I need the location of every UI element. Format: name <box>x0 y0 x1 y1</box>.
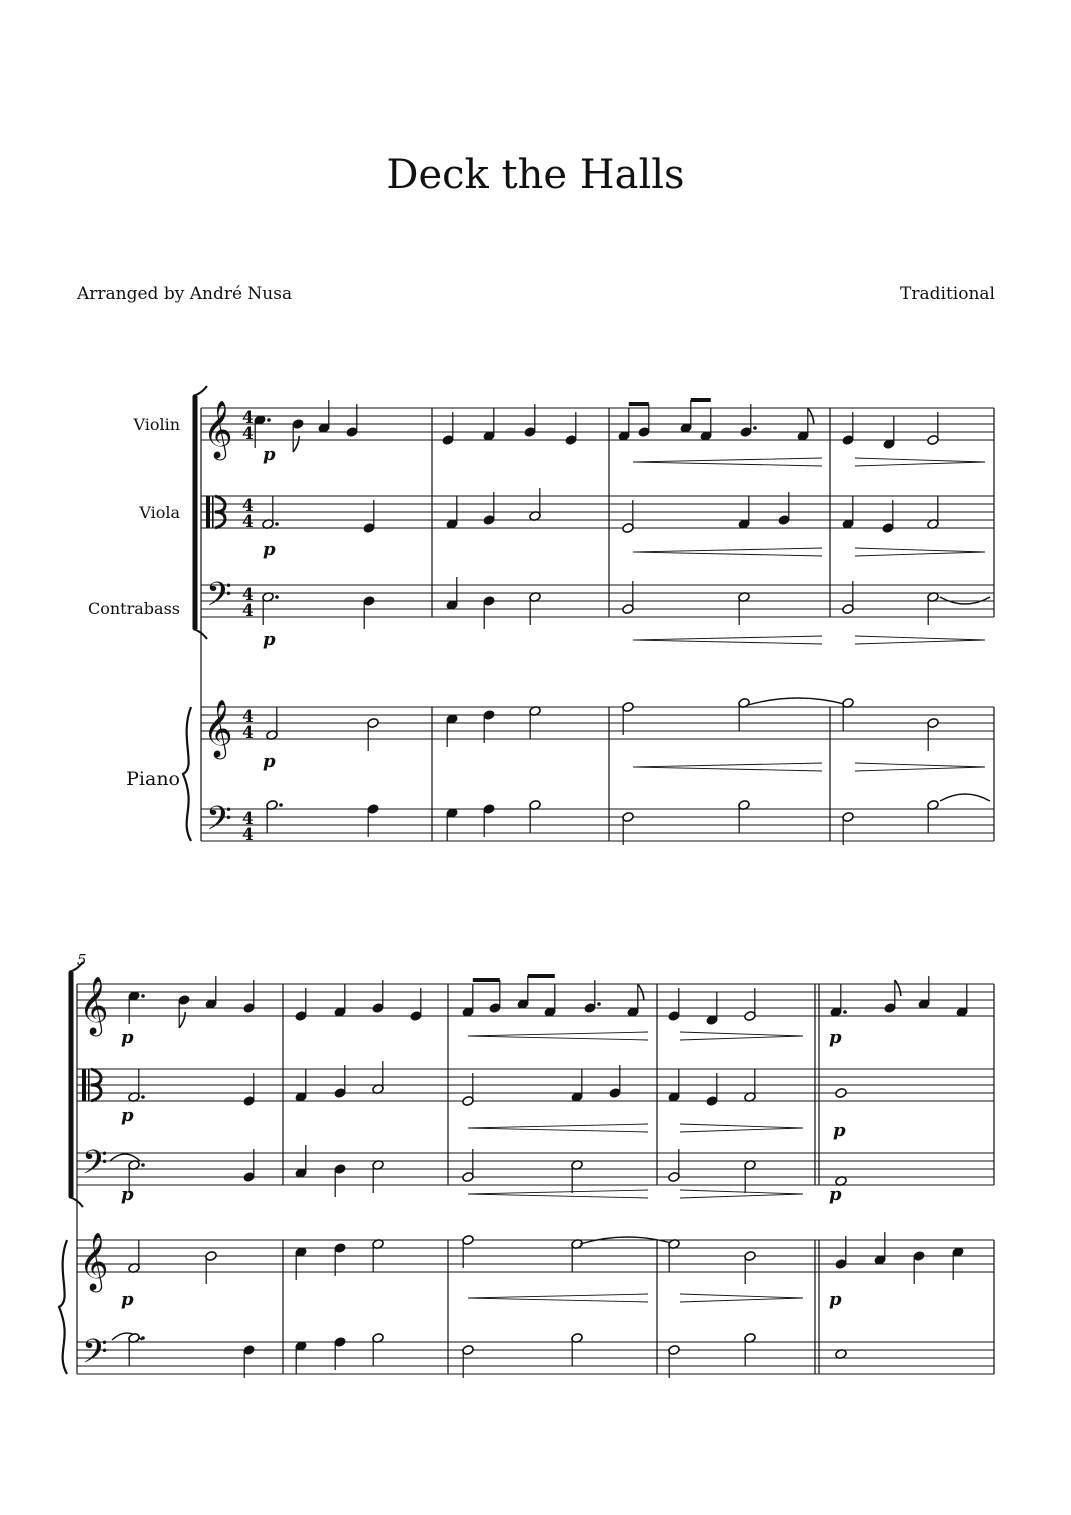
note <box>706 1073 718 1106</box>
note <box>295 1145 307 1178</box>
note <box>334 1065 346 1098</box>
treble-clef-icon <box>203 699 233 760</box>
note <box>128 991 145 1024</box>
dynamic-piano-marking: p <box>829 1289 842 1310</box>
note <box>571 1160 583 1193</box>
note <box>372 1239 384 1272</box>
alto-clef-icon <box>82 1069 101 1101</box>
note <box>529 800 541 833</box>
note <box>622 581 634 614</box>
note <box>842 698 854 731</box>
note <box>830 984 847 1017</box>
staff-line-set <box>201 809 994 841</box>
alto-clef-icon <box>206 496 225 528</box>
svg-text:4: 4 <box>242 809 254 829</box>
note <box>565 412 577 445</box>
note <box>797 408 814 441</box>
crescendo-hairpin <box>468 1032 648 1040</box>
composer-credit: Traditional <box>900 284 995 304</box>
tie <box>110 1154 140 1161</box>
staff-line-set <box>201 707 994 739</box>
note <box>128 1069 145 1102</box>
note <box>334 1164 346 1197</box>
svg-text:4: 4 <box>242 424 254 444</box>
decrescendo-hairpin <box>855 763 985 771</box>
note <box>882 500 894 533</box>
staff-line-set <box>77 984 994 1016</box>
tie <box>748 698 848 705</box>
note <box>446 714 458 747</box>
note <box>483 408 495 441</box>
note <box>571 1069 583 1102</box>
note <box>627 984 644 1017</box>
note <box>367 718 379 751</box>
svg-text:4: 4 <box>242 825 254 845</box>
dynamic-piano-marking: p <box>263 751 276 772</box>
note <box>462 1345 474 1378</box>
note <box>744 1160 756 1193</box>
note <box>529 592 541 625</box>
svg-text:𝄞: 𝄞 <box>203 400 233 458</box>
treble-clef-icon <box>203 400 233 461</box>
note <box>243 1345 255 1378</box>
dynamic-piano-marking: p <box>121 1105 134 1126</box>
time-signature <box>242 809 254 845</box>
violin-label: Violin <box>133 415 180 434</box>
note <box>295 1247 307 1280</box>
note <box>835 1088 847 1099</box>
note <box>529 488 541 521</box>
note <box>262 496 279 529</box>
note <box>952 1247 964 1280</box>
score-title: Deck the Halls <box>386 152 685 198</box>
contrabass-label: Contrabass <box>88 599 180 618</box>
note <box>266 707 278 740</box>
note <box>842 496 854 529</box>
tie <box>940 794 990 801</box>
note <box>334 1243 346 1276</box>
note <box>372 1061 384 1094</box>
measure-number: 5 <box>77 951 87 969</box>
svg-text:𝄢: 𝄢 <box>82 1144 108 1190</box>
dynamic-piano-marking: p <box>121 1289 134 1310</box>
decrescendo-hairpin <box>855 636 985 644</box>
note <box>529 706 541 739</box>
svg-text:4: 4 <box>242 707 254 727</box>
note <box>205 976 217 1009</box>
bass-clef-icon <box>82 1144 108 1190</box>
note <box>609 1065 621 1098</box>
note <box>128 1240 140 1273</box>
svg-text:𝄞: 𝄞 <box>79 976 109 1034</box>
note <box>346 404 358 437</box>
time-signature <box>242 496 254 532</box>
note <box>442 412 454 445</box>
note <box>668 988 680 1021</box>
note <box>744 1069 756 1102</box>
note <box>483 710 495 743</box>
dynamic-piano-marking: p <box>263 539 276 560</box>
note <box>483 804 495 837</box>
note <box>744 1251 756 1284</box>
treble-clef-icon <box>79 1232 109 1293</box>
dynamic-piano-marking: p <box>263 629 276 650</box>
time-signature <box>242 585 254 621</box>
decrescendo-hairpin <box>855 458 985 466</box>
note <box>918 976 930 1009</box>
svg-text:4: 4 <box>242 512 254 532</box>
crescendo-hairpin <box>468 1190 648 1198</box>
note <box>446 496 458 529</box>
note <box>744 988 756 1021</box>
note <box>266 800 283 833</box>
note <box>367 804 379 837</box>
note <box>363 596 375 629</box>
note <box>295 1069 307 1102</box>
svg-text:4: 4 <box>242 585 254 605</box>
note <box>622 702 634 735</box>
note <box>524 404 536 437</box>
note <box>668 1069 680 1102</box>
note <box>243 1149 255 1182</box>
dynamic-piano-marking: p <box>833 1120 846 1141</box>
note <box>738 698 750 731</box>
note <box>778 492 790 525</box>
note <box>295 988 307 1021</box>
time-signature <box>242 707 254 743</box>
bass-clef-icon <box>82 1333 108 1379</box>
dynamic-piano-marking: p <box>263 444 276 465</box>
svg-text:4: 4 <box>242 601 254 621</box>
note <box>372 980 384 1013</box>
note <box>842 412 854 445</box>
crescendo-hairpin <box>633 763 822 771</box>
note <box>462 984 474 1017</box>
note <box>462 1235 474 1268</box>
note <box>178 995 190 1028</box>
note <box>927 412 939 445</box>
note <box>318 400 330 433</box>
piano-brace <box>59 1240 67 1374</box>
dynamic-piano-marking: p <box>829 1184 842 1205</box>
note <box>668 1239 680 1272</box>
note <box>410 988 422 1021</box>
note <box>618 408 630 441</box>
note <box>363 500 375 533</box>
decrescendo-hairpin <box>680 1124 803 1132</box>
note <box>462 1149 474 1182</box>
note <box>128 1333 145 1366</box>
decrescendo-hairpin <box>680 1190 803 1198</box>
treble-clef-icon <box>79 976 109 1037</box>
note <box>738 800 750 833</box>
note <box>842 581 854 614</box>
staff-line-set <box>77 1069 994 1101</box>
note <box>680 400 692 433</box>
staff-line-set <box>77 1342 994 1374</box>
viola-label: Viola <box>139 503 180 522</box>
svg-text:𝄞: 𝄞 <box>203 699 233 757</box>
note <box>956 984 968 1017</box>
note <box>913 1251 925 1284</box>
note <box>706 992 718 1025</box>
arranger-credit: Arranged by André Nusa <box>77 284 293 304</box>
note <box>372 1160 384 1193</box>
note <box>842 812 854 845</box>
note <box>243 980 255 1013</box>
piano-brace <box>183 707 191 841</box>
time-signature <box>242 408 254 444</box>
note <box>668 1149 680 1182</box>
note <box>927 592 939 625</box>
note <box>700 408 712 441</box>
note <box>292 419 304 452</box>
note <box>334 984 346 1017</box>
svg-text:4: 4 <box>242 496 254 516</box>
note <box>483 596 495 629</box>
note <box>874 1232 886 1265</box>
crescendo-hairpin <box>633 548 822 556</box>
note <box>883 416 895 449</box>
staff-line-set <box>201 496 994 528</box>
note <box>243 1073 255 1106</box>
note <box>446 577 458 610</box>
staff-line-set <box>201 585 994 617</box>
note <box>205 1251 217 1284</box>
svg-text:4: 4 <box>242 408 254 428</box>
note <box>927 800 939 833</box>
decrescendo-hairpin <box>680 1032 803 1040</box>
dynamic-piano-marking: p <box>829 1027 842 1048</box>
note <box>262 592 279 625</box>
crescendo-hairpin <box>468 1124 648 1132</box>
note <box>622 812 634 845</box>
note <box>927 718 939 751</box>
note <box>738 592 750 625</box>
crescendo-hairpin <box>468 1294 648 1302</box>
bass-clef-icon <box>206 576 232 622</box>
note <box>927 496 939 529</box>
note <box>571 1333 583 1366</box>
note <box>668 1345 680 1378</box>
svg-text:𝄢: 𝄢 <box>206 800 232 846</box>
staff-line-set <box>77 1153 994 1185</box>
note <box>544 984 556 1017</box>
note <box>638 404 650 437</box>
note <box>372 1333 384 1366</box>
note <box>483 492 495 525</box>
note <box>517 976 529 1009</box>
bass-clef-icon <box>206 800 232 846</box>
note <box>295 1341 307 1374</box>
piano-label: Piano <box>126 768 180 790</box>
crescendo-hairpin <box>633 636 822 644</box>
note <box>254 415 271 448</box>
svg-text:4: 4 <box>242 723 254 743</box>
staff-line-set <box>201 408 994 440</box>
note <box>446 808 458 841</box>
dynamic-piano-marking: p <box>121 1027 134 1048</box>
note <box>738 496 750 529</box>
svg-text:𝄞: 𝄞 <box>79 1232 109 1290</box>
decrescendo-hairpin <box>855 548 985 556</box>
note <box>744 1333 756 1366</box>
decrescendo-hairpin <box>680 1294 803 1302</box>
note <box>835 1236 847 1269</box>
svg-text:𝄢: 𝄢 <box>82 1333 108 1379</box>
note <box>462 1073 474 1106</box>
crescendo-hairpin <box>633 458 822 466</box>
note <box>489 980 501 1013</box>
note <box>622 500 634 533</box>
svg-text:𝄢: 𝄢 <box>206 576 232 622</box>
dynamic-piano-marking: p <box>121 1184 134 1205</box>
note <box>334 1337 346 1370</box>
